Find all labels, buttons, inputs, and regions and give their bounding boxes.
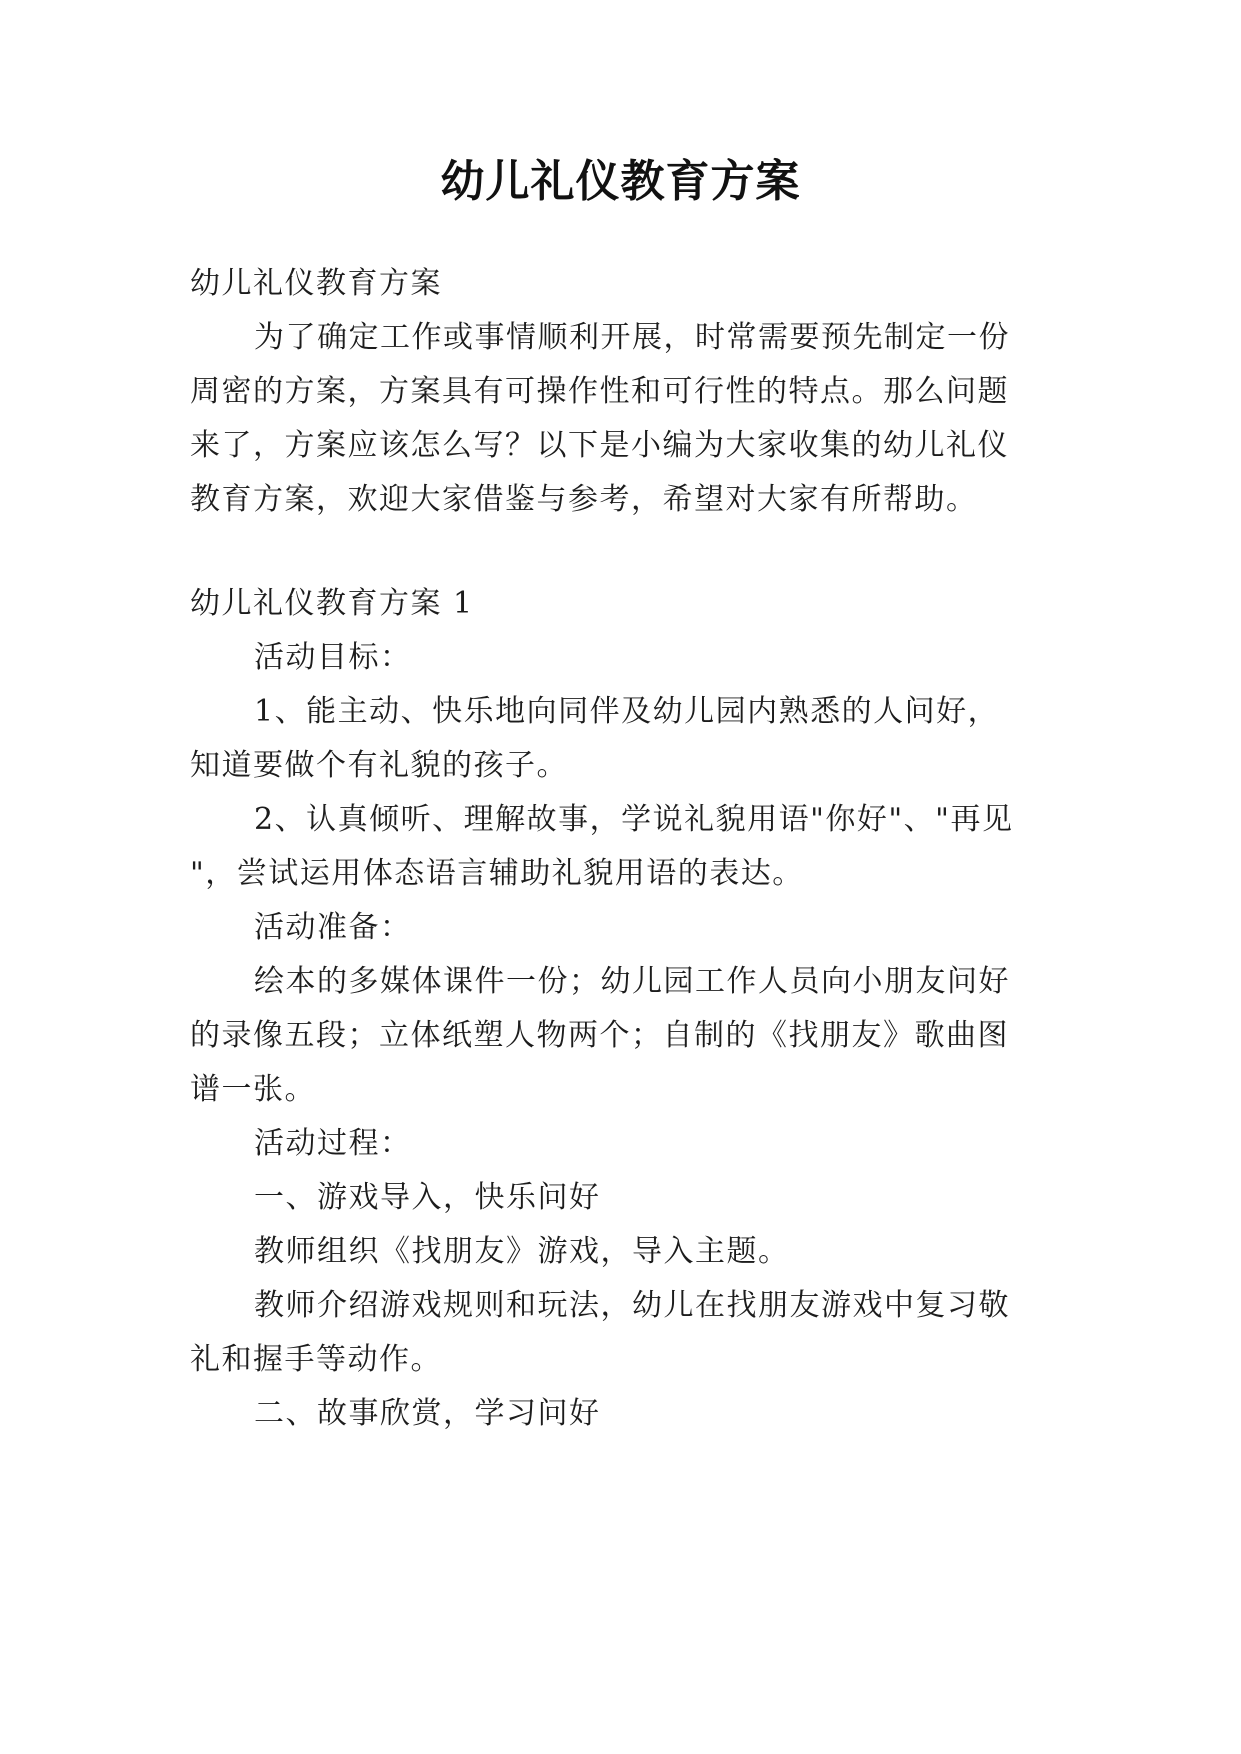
process-step-heading: 二、故事欣赏，学习问好 [254, 1396, 601, 1431]
preparation-line: 的录像五段；立体纸塑人物两个；自制的《找朋友》歌曲图 [190, 1018, 1009, 1053]
intro-paragraph-line: 来了，方案应该怎么写？以下是小编为大家收集的幼儿礼仪 [190, 428, 1009, 463]
intro-paragraph-line: 周密的方案，方案具有可操作性和可行性的特点。那么问题 [190, 374, 1009, 409]
process-line: 教师组织《找朋友》游戏，导入主题。 [254, 1234, 790, 1269]
section-heading: 幼儿礼仪教育方案 1 [190, 586, 474, 621]
goal-1-line: 1、能主动、快乐地向同伴及幼儿园内熟悉的人问好， [254, 694, 1000, 729]
preparation-line: 绘本的多媒体课件一份；幼儿园工作人员向小朋友问好 [254, 964, 1010, 999]
activity-preparation-heading: 活动准备： [254, 910, 412, 945]
document-title: 幼儿礼仪教育方案 [440, 156, 801, 207]
activity-process-heading: 活动过程： [254, 1126, 412, 1161]
preparation-line: 谱一张。 [190, 1072, 316, 1107]
goal-1-line: 知道要做个有礼貌的孩子。 [190, 748, 568, 783]
process-line: 教师介绍游戏规则和玩法，幼儿在找朋友游戏中复习敬 [254, 1288, 1010, 1323]
intro-paragraph-line: 教育方案，欢迎大家借鉴与参考，希望对大家有所帮助。 [190, 482, 978, 517]
subtitle-line: 幼儿礼仪教育方案 [190, 266, 442, 301]
process-line: 礼和握手等动作。 [190, 1342, 442, 1377]
goal-2-line: "，尝试运用体态语言辅助礼貌用语的表达。 [190, 856, 804, 891]
intro-paragraph-line: 为了确定工作或事情顺利开展，时常需要预先制定一份 [254, 320, 1010, 355]
activity-goal-heading: 活动目标： [254, 640, 412, 675]
process-step-heading: 一、游戏导入，快乐问好 [254, 1180, 601, 1215]
goal-2-line: 2、认真倾听、理解故事，学说礼貌用语"你好"、"再见 [254, 802, 1014, 837]
